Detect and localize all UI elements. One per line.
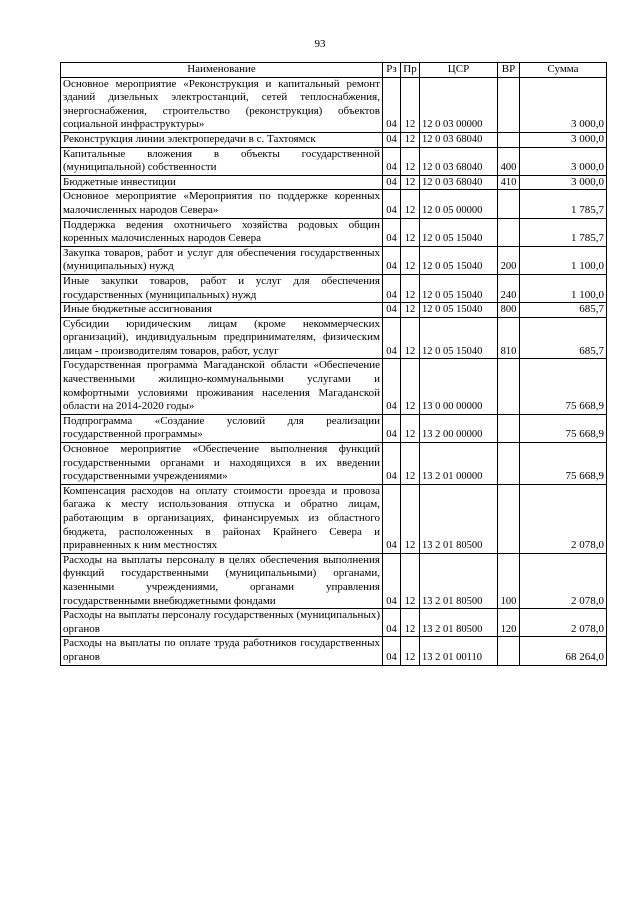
cell-sum: 1 100,0	[520, 246, 607, 274]
cell-sum: 685,7	[520, 303, 607, 318]
cell-sum: 1 785,7	[520, 190, 607, 218]
cell-pr: 12	[401, 147, 420, 175]
cell-name: Подпрограмма «Создание условий для реализации государственной программы»	[61, 414, 383, 442]
cell-rz: 04	[383, 175, 401, 190]
cell-vr: 120	[498, 609, 520, 637]
budget-table	[60, 62, 607, 666]
cell-pr: 12	[401, 218, 420, 246]
cell-rz: 04	[383, 414, 401, 442]
cell-name: Реконструкция линии электропередачи в с. Тахтоямск	[61, 132, 383, 147]
cell-csr: 13 2 01 80500	[420, 484, 498, 553]
table-row	[61, 609, 607, 637]
cell-rz: 04	[383, 77, 401, 132]
cell-rz: 04	[383, 553, 401, 608]
cell-name: Государственная программа Магаданской области «Обеспечение качественными жилищно-коммунальными услугами и комфортными условиями проживания населения Магаданской области на 2014-2020 годы»	[61, 359, 383, 414]
cell-name: Компенсация расходов на оплату стоимости проезда и провоза багажа к месту использования отпуска и обратно лицам, работающим в организациях, финансируемых из областного бюджета, расположенных в районах Крайнего Севера и приравненных к ним местностях	[61, 484, 383, 553]
cell-vr	[498, 484, 520, 553]
cell-vr	[498, 443, 520, 485]
cell-sum: 1 100,0	[520, 274, 607, 302]
cell-name: Расходы на выплаты персоналу государственных (муниципальных) органов	[61, 609, 383, 637]
cell-csr: 12 0 05 15040	[420, 317, 498, 359]
cell-vr	[498, 218, 520, 246]
cell-name: Бюджетные инвестиции	[61, 175, 383, 190]
cell-csr: 12 0 05 15040	[420, 246, 498, 274]
cell-vr: 100	[498, 553, 520, 608]
cell-pr: 12	[401, 303, 420, 318]
cell-sum: 2 078,0	[520, 484, 607, 553]
cell-vr	[498, 359, 520, 414]
cell-name: Иные закупки товаров, работ и услуг для обеспечения государственных (муниципальных) нужд	[61, 274, 383, 302]
cell-pr: 12	[401, 637, 420, 665]
cell-rz: 04	[383, 132, 401, 147]
cell-csr: 12 0 05 15040	[420, 303, 498, 318]
cell-vr	[498, 190, 520, 218]
cell-csr: 13 0 00 00000	[420, 359, 498, 414]
cell-name: Расходы на выплаты персоналу в целях обеспечения выполнения функций государственными (муниципальными) органами, казенными учреждениями, органами управления государственными внебюджетными фондами	[61, 553, 383, 608]
cell-csr: 12 0 03 00000	[420, 77, 498, 132]
table-row	[61, 303, 607, 318]
cell-pr: 12	[401, 359, 420, 414]
cell-vr: 410	[498, 175, 520, 190]
cell-csr: 12 0 03 68040	[420, 132, 498, 147]
cell-csr: 12 0 05 15040	[420, 274, 498, 302]
cell-sum: 2 078,0	[520, 609, 607, 637]
cell-sum: 3 000,0	[520, 77, 607, 132]
table-row	[61, 246, 607, 274]
cell-vr	[498, 637, 520, 665]
table-header-row	[61, 63, 607, 78]
cell-rz: 04	[383, 246, 401, 274]
cell-vr: 200	[498, 246, 520, 274]
cell-pr: 12	[401, 274, 420, 302]
cell-name: Субсидии юридическим лицам (кроме некоммерческих организаций), индивидуальным предпринимателям, физическим лицам - производителям товаров, работ, услуг	[61, 317, 383, 359]
table-row	[61, 274, 607, 302]
cell-pr: 12	[401, 77, 420, 132]
table-row	[61, 132, 607, 147]
table-row	[61, 359, 607, 414]
cell-vr: 810	[498, 317, 520, 359]
cell-rz: 04	[383, 359, 401, 414]
cell-rz: 04	[383, 218, 401, 246]
cell-name: Закупка товаров, работ и услуг для обеспечения государственных (муниципальных) нужд	[61, 246, 383, 274]
cell-rz: 04	[383, 274, 401, 302]
cell-sum: 3 000,0	[520, 132, 607, 147]
cell-rz: 04	[383, 147, 401, 175]
cell-name: Капитальные вложения в объекты государственной (муниципальной) собственности	[61, 147, 383, 175]
cell-pr: 12	[401, 132, 420, 147]
cell-vr: 400	[498, 147, 520, 175]
cell-name: Основное мероприятие «Мероприятия по поддержке коренных малочисленных народов Севера»	[61, 190, 383, 218]
cell-sum: 75 668,9	[520, 359, 607, 414]
table-row	[61, 175, 607, 190]
table-row	[61, 484, 607, 553]
header-vr: ВР	[498, 63, 520, 78]
cell-rz: 04	[383, 190, 401, 218]
cell-csr: 13 2 01 80500	[420, 609, 498, 637]
header-name: Наименование	[61, 63, 383, 78]
cell-pr: 12	[401, 190, 420, 218]
cell-pr: 12	[401, 609, 420, 637]
header-csr: ЦСР	[420, 63, 498, 78]
cell-name: Иные бюджетные ассигнования	[61, 303, 383, 318]
header-pr: Пр	[401, 63, 420, 78]
cell-rz: 04	[383, 317, 401, 359]
cell-sum: 75 668,9	[520, 443, 607, 485]
cell-csr: 13 2 01 80500	[420, 553, 498, 608]
table-row	[61, 414, 607, 442]
cell-pr: 12	[401, 175, 420, 190]
cell-csr: 12 0 05 00000	[420, 190, 498, 218]
cell-pr: 12	[401, 484, 420, 553]
cell-sum: 3 000,0	[520, 147, 607, 175]
cell-csr: 13 2 01 00110	[420, 637, 498, 665]
cell-csr: 12 0 03 68040	[420, 147, 498, 175]
cell-vr	[498, 414, 520, 442]
cell-rz: 04	[383, 637, 401, 665]
cell-csr: 12 0 03 68040	[420, 175, 498, 190]
cell-pr: 12	[401, 317, 420, 359]
cell-name: Расходы на выплаты по оплате труда работников государственных органов	[61, 637, 383, 665]
header-sum: Сумма	[520, 63, 607, 78]
table-row	[61, 218, 607, 246]
table-row	[61, 317, 607, 359]
table-row	[61, 77, 607, 132]
header-rz: Рз	[383, 63, 401, 78]
cell-csr: 13 2 00 00000	[420, 414, 498, 442]
cell-sum: 3 000,0	[520, 175, 607, 190]
cell-sum: 685,7	[520, 317, 607, 359]
cell-sum: 75 668,9	[520, 414, 607, 442]
cell-rz: 04	[383, 609, 401, 637]
cell-pr: 12	[401, 414, 420, 442]
cell-pr: 12	[401, 553, 420, 608]
table-row	[61, 637, 607, 665]
table-row	[61, 443, 607, 485]
cell-pr: 12	[401, 443, 420, 485]
table-row	[61, 190, 607, 218]
cell-sum: 68 264,0	[520, 637, 607, 665]
cell-vr	[498, 132, 520, 147]
cell-vr: 800	[498, 303, 520, 318]
table-row	[61, 147, 607, 175]
cell-pr: 12	[401, 246, 420, 274]
cell-csr: 12 0 05 15040	[420, 218, 498, 246]
cell-name: Основное мероприятие «Реконструкция и капитальный ремонт зданий дизельных электростанций, сетей теплоснабжения, энергоснабжения, строительство (реконструкция) объектов социальной инфраструктуры»	[61, 77, 383, 132]
cell-sum: 2 078,0	[520, 553, 607, 608]
cell-rz: 04	[383, 443, 401, 485]
cell-csr: 13 2 01 00000	[420, 443, 498, 485]
cell-vr: 240	[498, 274, 520, 302]
page-number: 93	[314, 38, 326, 50]
cell-sum: 1 785,7	[520, 218, 607, 246]
cell-rz: 04	[383, 484, 401, 553]
cell-rz: 04	[383, 303, 401, 318]
cell-name: Основное мероприятие «Обеспечение выполнения функций государственными органами и находящихся в их введении государственными учреждениями»	[61, 443, 383, 485]
cell-vr	[498, 77, 520, 132]
cell-name: Поддержка ведения охотничьего хозяйства родовых общин коренных малочисленных народов Севера	[61, 218, 383, 246]
table-row	[61, 553, 607, 608]
